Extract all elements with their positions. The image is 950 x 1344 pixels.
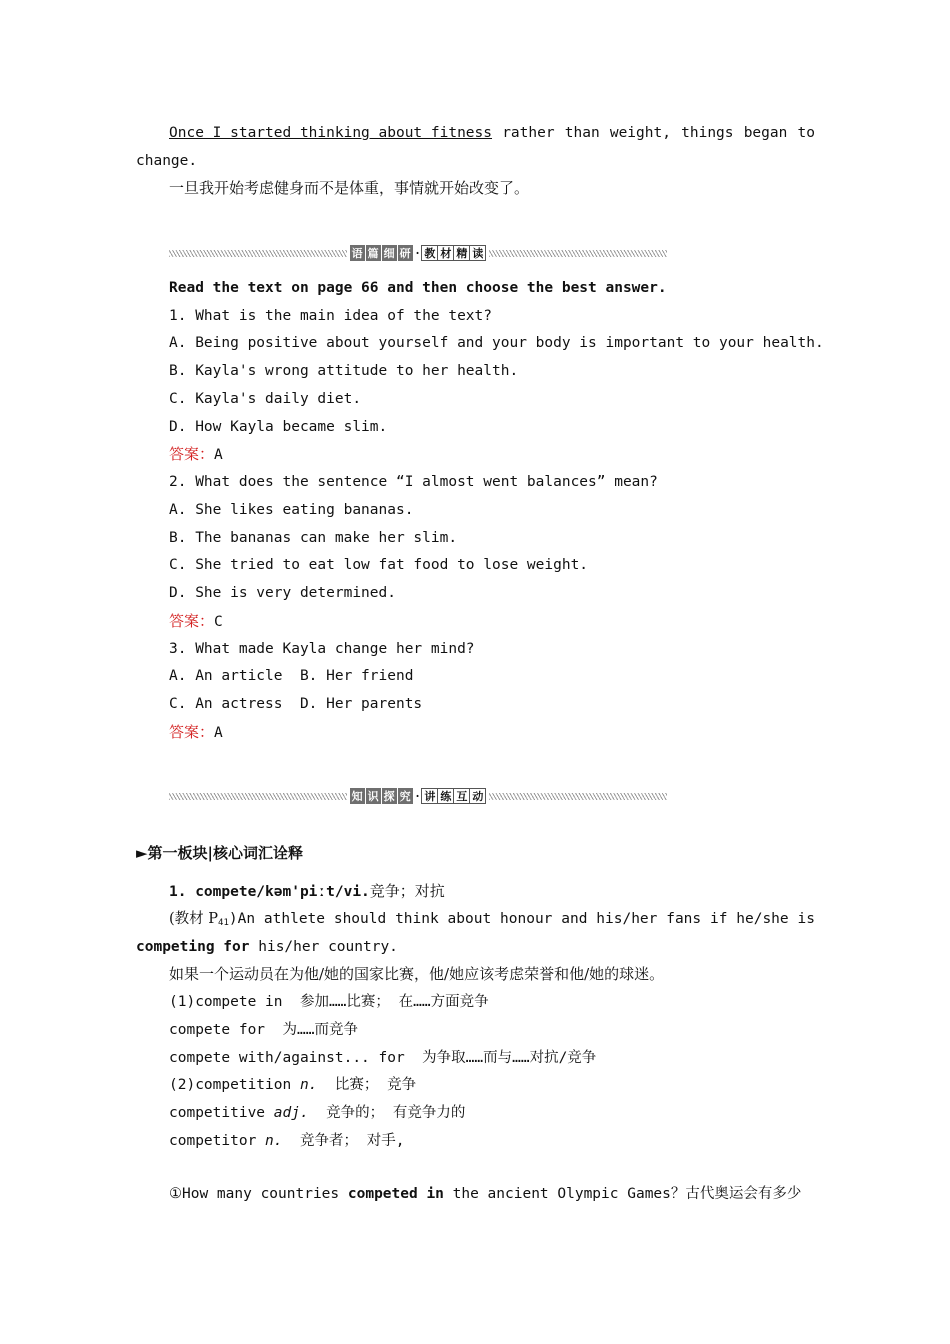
banner-light-label: 教 材 精 读: [421, 245, 486, 261]
example-word: is: [797, 911, 815, 927]
example-word: think: [395, 911, 439, 927]
textbook-ref: (教材 $P_{41})An$: [169, 911, 256, 928]
example-word: honour: [500, 911, 553, 927]
derivative-competitor: competitor n. 竞争者； 对手,: [169, 1133, 405, 1149]
question-1: 1. What is the main idea of the text?: [169, 308, 493, 324]
question-3: 3. What made Kayla change her mind?: [169, 641, 475, 657]
banner-dark-label: 知 识 探 究: [351, 790, 411, 803]
intro-word: things: [681, 125, 734, 141]
q2-option-d: D. She is very determined.: [169, 585, 396, 601]
answer-label: 答案：: [169, 445, 215, 463]
answer-value: A: [214, 725, 223, 741]
intro-underlined-phrase: Once I started thinking about fitness: [169, 125, 493, 141]
textbook-example-translation: 如果一个运动员在为他/她的国家比赛，他/她应该考虑荣誉和他/她的球迷。: [169, 965, 665, 983]
example-word: his/her: [596, 911, 658, 927]
intro-word: to: [797, 125, 815, 141]
intro-word: rather: [502, 125, 555, 141]
intro-translation: 一旦我开始考虑健身而不是体重，事情就开始改变了。: [169, 179, 530, 197]
q2-option-a: A. She likes eating bananas.: [169, 502, 414, 518]
answer-value: A: [214, 447, 223, 463]
intro-word: than: [564, 125, 600, 141]
q3-options-ab: A. An article B. Her friend: [169, 668, 414, 684]
q1-answer: [169, 444, 223, 465]
answer-value: C: [214, 614, 223, 630]
practice-sentence-1: ①How many countries competed in the ancient Olympic Games？古代奥运会有多少: [169, 1186, 802, 1202]
section-banner-knowledge: 知 识 探 究 · 讲 练 互 动: [169, 787, 667, 805]
q2-answer: [169, 611, 223, 632]
q1-option-c: C. Kayla's daily diet.: [169, 391, 362, 407]
example-bold-phrase: competing for: [136, 939, 250, 955]
example-word: if: [709, 911, 728, 927]
question-2: 2. What does the sentence “I almost went balances” mean?: [169, 474, 658, 490]
textbook-example-line1: [169, 909, 815, 933]
banner-stripe-right: [489, 793, 667, 800]
example-word: fans: [666, 911, 702, 927]
section-heading: ►第一板块|核心词汇诠释: [136, 844, 303, 862]
q2-option-c: C. She tried to eat low fat food to lose weight.: [169, 557, 589, 573]
q1-option-b: B. Kayla's wrong attitude to her health.: [169, 363, 519, 379]
reading-instruction: Read the text on page 66 and then choose the best answer.: [169, 280, 667, 296]
phrase-compete-for: compete for 为……而竞争: [169, 1022, 358, 1038]
practice-bold-phrase: competed in: [347, 1186, 444, 1202]
vocab-meaning: 竞争；对抗: [369, 882, 445, 900]
derivative-competition: (2)competition n. 比赛； 竞争: [169, 1077, 417, 1093]
textbook-example-line2: competing for his/her country.: [136, 939, 398, 955]
example-word: he/she: [736, 911, 789, 927]
example-word: should: [333, 911, 387, 927]
answer-label: 答案：: [169, 723, 215, 741]
vocab-headword: 1. compete/kəm'piːt/vi.: [169, 884, 370, 900]
banner-dark-label: 语 篇 细 研: [351, 247, 411, 260]
banner-light-label: 讲 练 互 动: [421, 788, 486, 804]
vocab-entry-compete: [169, 881, 445, 902]
derivative-competitive: competitive adj. 竞争的； 有竞争力的: [169, 1105, 466, 1121]
banner-stripe-right: [489, 250, 667, 257]
phrase-compete-with-against: compete with/against... for 为争取……而与……对抗/竞争: [169, 1050, 597, 1066]
phrase-compete-in: (1)compete in 参加……比赛； 在……方面竞争: [169, 994, 489, 1010]
intro-sentence-line2: change.: [136, 153, 198, 169]
answer-label: 答案：: [169, 612, 215, 630]
example-word: about: [447, 911, 492, 927]
q3-answer: [169, 722, 223, 743]
intro-word: weight,: [609, 125, 671, 141]
q1-option-d: D. How Kayla became slim.: [169, 419, 388, 435]
example-word: athlete: [263, 911, 326, 927]
example-word: and: [561, 911, 588, 927]
q1-option-a: A. Being positive about yourself and your body is important to your health.: [169, 335, 824, 351]
q2-option-b: B. The bananas can make her slim.: [169, 530, 458, 546]
q3-options-cd: C. An actress D. Her parents: [169, 696, 423, 712]
intro-word: began: [743, 125, 788, 141]
banner-stripe-left: [169, 793, 347, 800]
intro-sentence-line1: [169, 123, 815, 143]
section-banner-reading: 语 篇 细 研 · 教 材 精 读: [169, 244, 667, 262]
banner-stripe-left: [169, 250, 347, 257]
